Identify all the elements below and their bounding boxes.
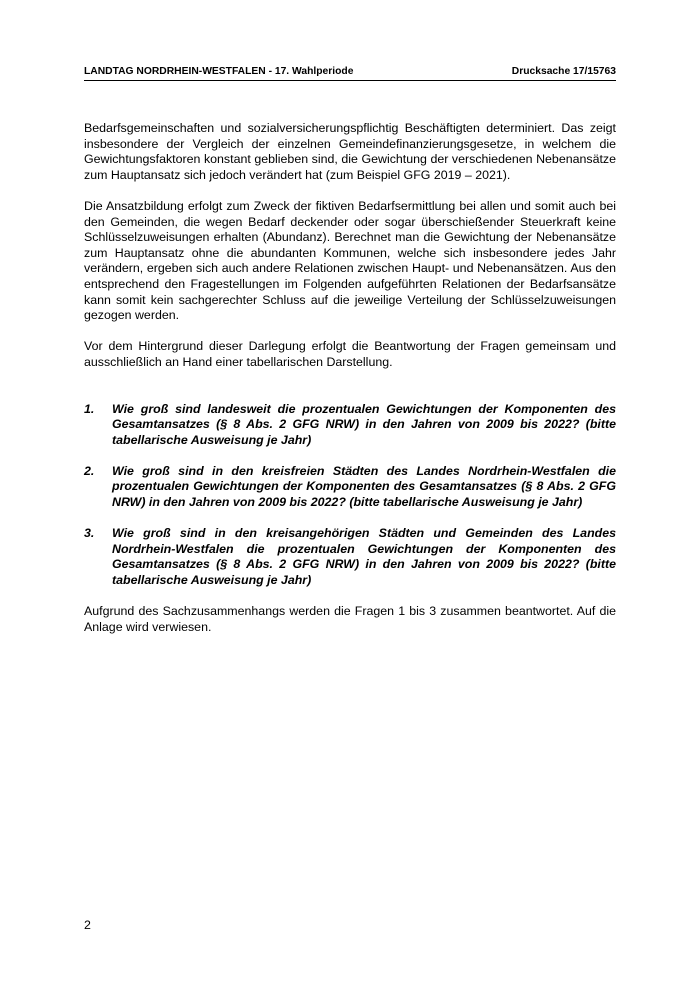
header-document-number: Drucksache 17/15763 <box>511 66 616 77</box>
body-paragraph-2: Die Ansatzbildung erfolgt zum Zweck der fiktiven Bedarfsermittlung bei allen und somit auch bei den Gemeinden, die wegen Bedarf deckender oder sogar überschießender Steuerkraft keine Schlüsselzuweisungen erhalten (Abundanz). Berechnet man die Gewichtung der Nebenansätze zum Hauptansatz ohne die abundanten Kommunen, welche sich insbesondere jedes Jahr verändern, ergeben sich auch andere Relationen zwischen Haupt- und Nebenansätzen. Aus den entsprechend den Fragestellungen im Folgenden aufgeführten Relationen der Bedarfsansätze kann somit kein sachgerechter Schluss auf die jeweilige Verteilung der Schlüsselzuweisungen gezogen werden. <box>84 198 616 323</box>
question-item-3 <box>84 526 616 588</box>
header-title: LANDTAG NORDRHEIN-WESTFALEN - 17. Wahlperiode <box>84 66 354 77</box>
body-paragraph-1: Bedarfsgemeinschaften und sozialversicherungspflichtig Beschäftigten determiniert. Das zeigt insbesondere der Vergleich der einzelnen Gemeindefinanzierungsgesetze, in welchem die Gewichtungsfaktoren konstant geblieben sind, die Gewichtung der verschiedenen Nebenansätze zum Hauptansatz sich jedoch verändert hat (zum Beispiel GFG 2019 – 2021). <box>84 121 616 182</box>
page-header <box>84 66 616 81</box>
closing-paragraph: Aufgrund des Sachzusammenhangs werden die Fragen 1 bis 3 zusammen beantwortet. Auf die Anlage wird verwiesen. <box>84 604 616 634</box>
page-number: 2 <box>84 918 91 932</box>
body-paragraph-3: Vor dem Hintergrund dieser Darlegung erfolgt die Beantwortung der Fragen gemeinsam und ausschließlich an Hand einer tabellarischen Darstellung. <box>84 339 616 369</box>
question-item-2 <box>84 464 616 511</box>
question-item-1 <box>84 402 616 449</box>
question-text: Wie groß sind in den kreisfreien Städten des Landes Nordrhein-Westfalen die prozentualen Gewichtungen der Komponenten des Gesamtansatzes (§ 8 Abs. 2 GFG NRW) in den Jahren von 2009 bis 2022? (bitte tabellarische Ausweisung je Jahr) <box>112 463 616 510</box>
question-list <box>84 402 616 589</box>
question-number: 1. <box>84 401 95 416</box>
document-body <box>84 121 616 651</box>
question-text: Wie groß sind landesweit die prozentualen Gewichtungen der Komponenten des Gesamtansatzes (§ 8 Abs. 2 GFG NRW) in den Jahren von 2009 bis 2022? (bitte tabellarische Ausweisung je Jahr) <box>112 401 616 447</box>
question-text: Wie groß sind in den kreisangehörigen Städten und Gemeinden des Landes Nordrhein-Westfalen die prozentualen Gewichtungen der Komponenten des Gesamtansatzes (§ 8 Abs. 2 GFG NRW) in den Jahren von 2009 bis 2022? (bitte tabellarische Ausweisung je Jahr) <box>112 526 616 588</box>
question-number: 3. <box>84 526 95 541</box>
question-number: 2. <box>84 463 95 478</box>
